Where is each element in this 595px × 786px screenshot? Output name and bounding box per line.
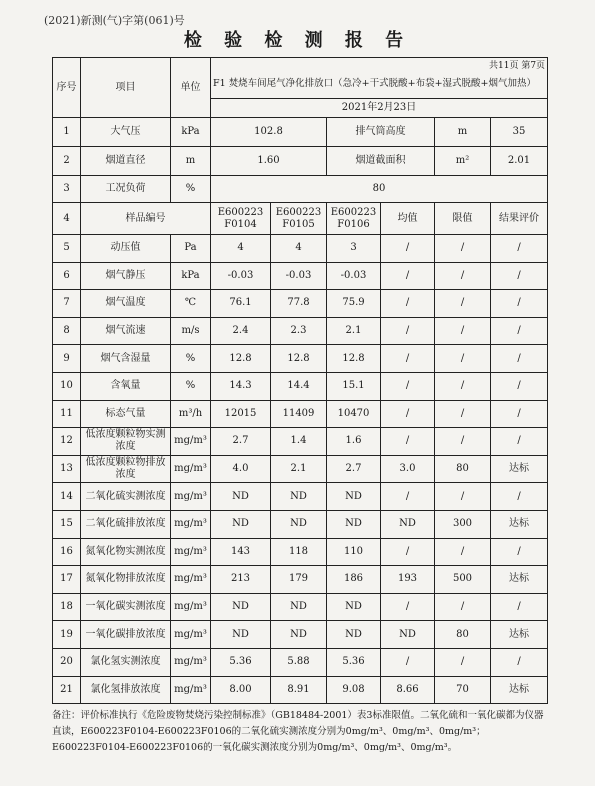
table-row [53, 455, 548, 483]
average-value: ND [381, 510, 435, 538]
value-3: ND [327, 593, 381, 621]
result-evaluation: / [491, 317, 548, 345]
table-row [53, 593, 548, 621]
item-unit: Pa [171, 235, 211, 263]
item-unit: mg/m³ [171, 648, 211, 676]
value-1: 5.36 [211, 648, 271, 676]
value-1: 2.7 [211, 428, 271, 456]
item-unit: mg/m³ [171, 455, 211, 483]
average-value: / [381, 317, 435, 345]
table-row [53, 538, 548, 566]
row-number: 21 [53, 676, 81, 704]
average-value: / [381, 372, 435, 400]
average-value: / [381, 345, 435, 373]
result-evaluation: 达标 [491, 621, 548, 649]
limit-value: / [435, 428, 491, 456]
average-header: 均值 [381, 203, 435, 235]
average-value: / [381, 483, 435, 511]
value-2: ND [271, 483, 327, 511]
table-row [53, 317, 548, 345]
table-row [53, 566, 548, 594]
item-name: 二氧化硫排放浓度 [81, 510, 171, 538]
value-1: 76.1 [211, 290, 271, 318]
sample-header-row [53, 203, 548, 235]
average-value: / [381, 290, 435, 318]
row-number: 9 [53, 345, 81, 373]
table-row [53, 648, 548, 676]
table-row [53, 290, 548, 318]
row-number: 20 [53, 648, 81, 676]
item-name: 含氧量 [81, 372, 171, 400]
value-3: 3 [327, 235, 381, 263]
result-evaluation: / [491, 372, 548, 400]
document-number: (2021)新测(气)字第(061)号 [44, 14, 185, 27]
report-title: 检 验 检 测 报 告 [183, 30, 412, 51]
value-2: 77.8 [271, 290, 327, 318]
item-name: 氮氧化物排放浓度 [81, 566, 171, 594]
value-1: ND [211, 483, 271, 511]
item-name: 烟道直径 [81, 147, 171, 176]
value-1: 14.3 [211, 372, 271, 400]
value-3: 10470 [327, 400, 381, 428]
value-2: 2.1 [271, 455, 327, 483]
limit-value: / [435, 483, 491, 511]
value-2: 11409 [271, 400, 327, 428]
row-number: 4 [53, 203, 81, 235]
result-evaluation: / [491, 235, 548, 263]
item-unit: % [171, 372, 211, 400]
row-number: 14 [53, 483, 81, 511]
value-2: ND [271, 621, 327, 649]
item-name: 烟气流速 [81, 317, 171, 345]
value-1: 8.00 [211, 676, 271, 704]
item-name: 动压值 [81, 235, 171, 263]
item-unit: mg/m³ [171, 538, 211, 566]
row-number: 15 [53, 510, 81, 538]
result-evaluation: / [491, 483, 548, 511]
item-value: 102.8 [211, 118, 327, 147]
average-value: 3.0 [381, 455, 435, 483]
limit-value: / [435, 372, 491, 400]
table-row [53, 176, 548, 203]
limit-value: 300 [435, 510, 491, 538]
value-3: ND [327, 621, 381, 649]
result-evaluation: 达标 [491, 676, 548, 704]
row-number: 6 [53, 262, 81, 290]
item-name: 氯化氢实测浓度 [81, 648, 171, 676]
row-number: 17 [53, 566, 81, 594]
result-evaluation: 达标 [491, 455, 548, 483]
item2-unit: m [435, 118, 491, 147]
item-name: 氮氧化物实测浓度 [81, 538, 171, 566]
value-2: 179 [271, 566, 327, 594]
value-3: 9.08 [327, 676, 381, 704]
average-value: / [381, 538, 435, 566]
limit-value: / [435, 290, 491, 318]
result-evaluation: / [491, 593, 548, 621]
value-1: ND [211, 510, 271, 538]
result-header: 结果评价 [491, 203, 548, 235]
value-2: 5.88 [271, 648, 327, 676]
item-unit: % [171, 176, 211, 203]
result-evaluation: / [491, 290, 548, 318]
item-unit: mg/m³ [171, 621, 211, 649]
value-3: 110 [327, 538, 381, 566]
item2-value: 2.01 [491, 147, 548, 176]
item-name: 氯化氢排放浓度 [81, 676, 171, 704]
item-name: 二氧化硫实测浓度 [81, 483, 171, 511]
average-value: 8.66 [381, 676, 435, 704]
row-number: 8 [53, 317, 81, 345]
item-name: 低浓度颗粒物排放浓度 [81, 455, 171, 483]
limit-header: 限值 [435, 203, 491, 235]
value-1: 4 [211, 235, 271, 263]
value-3: 5.36 [327, 648, 381, 676]
table-row [53, 372, 548, 400]
value-1: 12015 [211, 400, 271, 428]
value-1: ND [211, 621, 271, 649]
table-row [53, 345, 548, 373]
value-2: 14.4 [271, 372, 327, 400]
sample-id-3: E600223 F0106 [327, 203, 381, 235]
item-header: 项目 [81, 58, 171, 118]
result-evaluation: / [491, 648, 548, 676]
sample-id-1: E600223 F0104 [211, 203, 271, 235]
limit-value: 80 [435, 455, 491, 483]
item-name: 烟气温度 [81, 290, 171, 318]
item-name: 低浓度颗粒物实测浓度 [81, 428, 171, 456]
value-1: 12.8 [211, 345, 271, 373]
value-3: 15.1 [327, 372, 381, 400]
table-row [53, 510, 548, 538]
result-evaluation: / [491, 345, 548, 373]
item-unit: kPa [171, 118, 211, 147]
table-row [53, 118, 548, 147]
item-value: 1.60 [211, 147, 327, 176]
value-2: 1.4 [271, 428, 327, 456]
table-row [53, 262, 548, 290]
row-number: 11 [53, 400, 81, 428]
value-3: 186 [327, 566, 381, 594]
table-row [53, 147, 548, 176]
item-unit: mg/m³ [171, 676, 211, 704]
item2-name: 烟道截面积 [327, 147, 435, 176]
value-1: ND [211, 593, 271, 621]
row-number: 13 [53, 455, 81, 483]
row-number: 5 [53, 235, 81, 263]
item-unit: mg/m³ [171, 510, 211, 538]
table-row [53, 483, 548, 511]
average-value: ND [381, 621, 435, 649]
item-unit: mg/m³ [171, 593, 211, 621]
average-value: / [381, 262, 435, 290]
limit-value: / [435, 648, 491, 676]
item2-name: 排气筒高度 [327, 118, 435, 147]
limit-value: / [435, 345, 491, 373]
item-name: 烟气静压 [81, 262, 171, 290]
value-1: 2.4 [211, 317, 271, 345]
row-number: 19 [53, 621, 81, 649]
test-results-table [52, 57, 548, 704]
value-3: 12.8 [327, 345, 381, 373]
item-name: 大气压 [81, 118, 171, 147]
location-text: F1 焚烧车间尾气净化排放口（急冷+干式脱酸+布袋+湿式脱酸+烟气加热） [213, 78, 536, 89]
average-value: / [381, 648, 435, 676]
result-evaluation: / [491, 400, 548, 428]
row-number: 7 [53, 290, 81, 318]
item2-value: 35 [491, 118, 548, 147]
value-2: 2.3 [271, 317, 327, 345]
value-2: 12.8 [271, 345, 327, 373]
sample-id-2: E600223 F0105 [271, 203, 327, 235]
value-1: 4.0 [211, 455, 271, 483]
location-cell [211, 58, 548, 99]
result-evaluation: / [491, 538, 548, 566]
average-value: / [381, 400, 435, 428]
item-name: 烟气含湿量 [81, 345, 171, 373]
result-evaluation: 达标 [491, 510, 548, 538]
item-unit: m [171, 147, 211, 176]
item2-unit: m² [435, 147, 491, 176]
result-evaluation: / [491, 428, 548, 456]
row-number: 16 [53, 538, 81, 566]
date-cell: 2021年2月23日 [211, 99, 548, 118]
value-3: 2.7 [327, 455, 381, 483]
value-3: ND [327, 483, 381, 511]
result-evaluation: 达标 [491, 566, 548, 594]
seq-header: 序号 [53, 58, 81, 118]
value-2: ND [271, 510, 327, 538]
item-unit: mg/m³ [171, 428, 211, 456]
value-2: 8.91 [271, 676, 327, 704]
value-1: -0.03 [211, 262, 271, 290]
table-row [53, 400, 548, 428]
value-3: ND [327, 510, 381, 538]
value-3: 2.1 [327, 317, 381, 345]
item-unit: m/s [171, 317, 211, 345]
table-row [53, 235, 548, 263]
item-unit: mg/m³ [171, 483, 211, 511]
row-number: 18 [53, 593, 81, 621]
value-3: 1.6 [327, 428, 381, 456]
value-2: ND [271, 593, 327, 621]
value-2: -0.03 [271, 262, 327, 290]
value-3: -0.03 [327, 262, 381, 290]
item-unit: % [171, 345, 211, 373]
item-unit: kPa [171, 262, 211, 290]
result-evaluation: / [491, 262, 548, 290]
sample-id-label: 样品编号 [81, 203, 211, 235]
value-2: 118 [271, 538, 327, 566]
limit-value: / [435, 538, 491, 566]
average-value: / [381, 235, 435, 263]
unit-header: 单位 [171, 58, 211, 118]
value-1: 143 [211, 538, 271, 566]
limit-value: 500 [435, 566, 491, 594]
item-name: 一氧化碳实测浓度 [81, 593, 171, 621]
row-number: 12 [53, 428, 81, 456]
limit-value: 70 [435, 676, 491, 704]
remarks: 备注：评价标准执行《危险废物焚烧污染控制标准》（GB18484-2001）表3标准限值。二氧化硫和一氧化碳都为仪器直读，E600223F0104-E600223F0106的二氧化硫实测浓度分别为0mg/m³、0mg/m³、0mg/m³；E600223F0104-E600223F0106的一氧化碳实测浓度分别为0mg/m³、0mg/m³、0mg/m³。 [52, 710, 544, 753]
table-row [53, 428, 548, 456]
table-row [53, 676, 548, 704]
average-value: / [381, 593, 435, 621]
value-3: 75.9 [327, 290, 381, 318]
average-value: 193 [381, 566, 435, 594]
value-1: 213 [211, 566, 271, 594]
item-name: 标态气量 [81, 400, 171, 428]
row-number: 3 [53, 176, 81, 203]
average-value: / [381, 428, 435, 456]
item-name: 工况负荷 [81, 176, 171, 203]
limit-value: / [435, 262, 491, 290]
limit-value: / [435, 235, 491, 263]
limit-value: 80 [435, 621, 491, 649]
item-unit: ℃ [171, 290, 211, 318]
limit-value: / [435, 400, 491, 428]
limit-value: / [435, 317, 491, 345]
item-unit: mg/m³ [171, 566, 211, 594]
item-unit: m³/h [171, 400, 211, 428]
item-value: 80 [211, 176, 548, 203]
row-number: 1 [53, 118, 81, 147]
item-name: 一氧化碳排放浓度 [81, 621, 171, 649]
table-row [53, 621, 548, 649]
row-number: 2 [53, 147, 81, 176]
page-info: 共11页 第7页 [489, 61, 546, 71]
row-number: 10 [53, 372, 81, 400]
limit-value: / [435, 593, 491, 621]
value-2: 4 [271, 235, 327, 263]
